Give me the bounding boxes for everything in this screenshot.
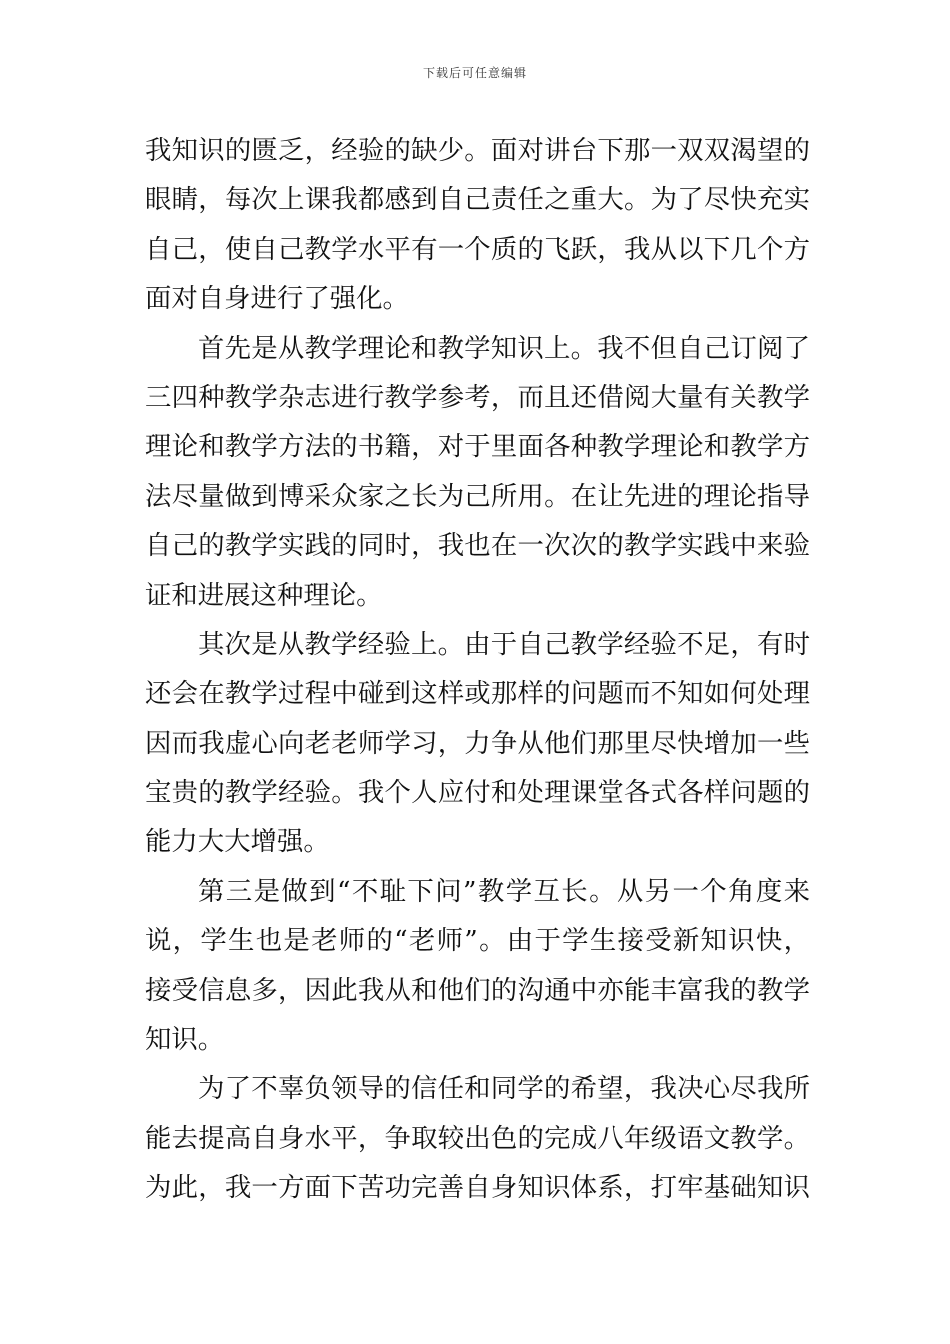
text-line: 我知识的匮乏，经验的缺少。面对讲台下那一双双渴望的 bbox=[145, 135, 810, 166]
text-line: 自己的教学实践的同时，我也在一次次的教学实践中来验 bbox=[145, 530, 810, 562]
paragraph-first-line: 为了不辜负领导的信任和同学的希望，我决心尽我所 bbox=[198, 1073, 810, 1105]
text-line: 说，学生也是老师的“老师”。由于学生接受新知识快， bbox=[145, 925, 810, 957]
text-line: 能力大大增强。 bbox=[145, 826, 330, 858]
document-body bbox=[145, 126, 810, 1213]
text-line: 知识。 bbox=[145, 1024, 225, 1056]
text-line: 法尽量做到博采众家之长为己所用。在让先进的理论指导 bbox=[145, 480, 810, 512]
text-line: 还会在教学过程中碰到这样或那样的问题而不知如何处理 bbox=[145, 678, 810, 710]
text-line: 证和进展这种理论。 bbox=[145, 579, 383, 611]
paragraph-first-line: 首先是从教学理论和教学知识上。我不但自己订阅了 bbox=[198, 332, 810, 364]
text-line: 能去提高自身水平，争取较出色的完成八年级语文教学。 bbox=[145, 1122, 810, 1154]
text-line: 面对自身进行了强化。 bbox=[145, 283, 409, 315]
text-line: 自己，使自己教学水平有一个质的飞跃，我从以下几个方 bbox=[145, 233, 810, 265]
paragraph-first-line: 第三是做到“不耻下问”教学互长。从另一个角度来 bbox=[198, 875, 810, 907]
text-line: 宝贵的教学经验。我个人应付和处理课堂各式各样问题的 bbox=[145, 777, 810, 809]
text-line: 理论和教学方法的书籍，对于里面各种教学理论和教学方 bbox=[145, 431, 810, 463]
text-line: 为此，我一方面下苦功完善自身知识体系，打牢基础知识 bbox=[145, 1172, 810, 1204]
text-line: 三四种教学杂志进行教学参考，而且还借阅大量有关教学 bbox=[145, 381, 810, 413]
text-line: 接受信息多，因此我从和他们的沟通中亦能丰富我的教学 bbox=[145, 974, 810, 1006]
paragraph-first-line: 其次是从教学经验上。由于自己教学经验不足，有时 bbox=[198, 628, 810, 660]
page-header: 下载后可任意编辑 bbox=[422, 66, 527, 80]
text-line: 眼睛，每次上课我都感到自己责任之重大。为了尽快充实 bbox=[145, 184, 810, 216]
text-line: 因而我虚心向老老师学习，力争从他们那里尽快增加一些 bbox=[145, 727, 810, 759]
